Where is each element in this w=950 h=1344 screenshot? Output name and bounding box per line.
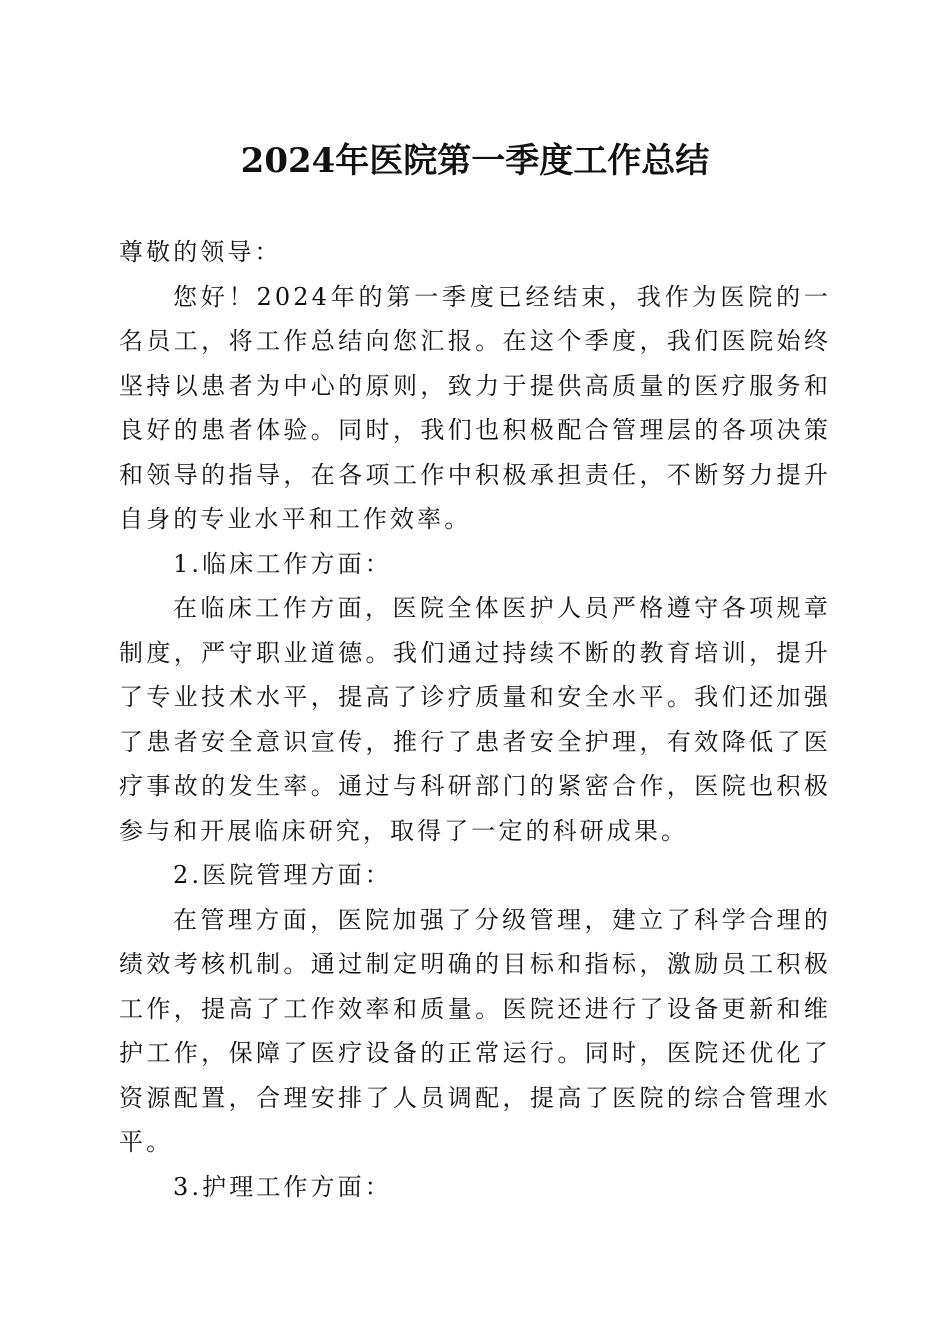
section-heading-management: 2.医院管理方面： [173, 861, 392, 889]
document-title: 2024年医院第一季度工作总结 [240, 141, 710, 181]
paragraph-clinical: 在临床工作方面，医院全体医护人员严格遵守各项规章制度，严守职业道德。我们通过持续不断的教育培训，提升了专业技术水平，提高了诊疗质量和安全水平。我们还加强了患者安全意识宣传，推行了患者安全护理，有效降低了医疗事故的发生率。通过与科研部门的紧密合作，医院也积极参与和开展临床研究，取得了一定的科研成果。 [119, 594, 831, 845]
section-heading-clinical: 1.临床工作方面： [173, 549, 392, 578]
paragraph-intro: 您好！2024年的第一季度已经结束，我作为医院的一名员工，将工作总结向您汇报。在这个季度，我们医院始终坚持以患者为中心的原则，致力于提供高质量的医疗服务和良好的患者体验。同时，我们也积极配合管理层的各项决策和领导的指导，在各项工作中积极承担责任，不断努力提升自身的专业水平和工作效率。 [119, 282, 831, 533]
paragraph-management: 在管理方面，医院加强了分级管理，建立了科学合理的绩效考核机制。通过制定明确的目标和指标，激励员工积极工作，提高了工作效率和质量。医院还进行了设备更新和维护工作，保障了医疗设备的正常运行。同时，医院还优化了资源配置，合理安排了人员调配，提高了医院的综合管理水平。 [119, 905, 831, 1156]
salutation: 尊敬的领导： [119, 238, 282, 266]
document-body [119, 230, 831, 1209]
section-heading-nursing: 3.护理工作方面： [173, 1172, 392, 1201]
